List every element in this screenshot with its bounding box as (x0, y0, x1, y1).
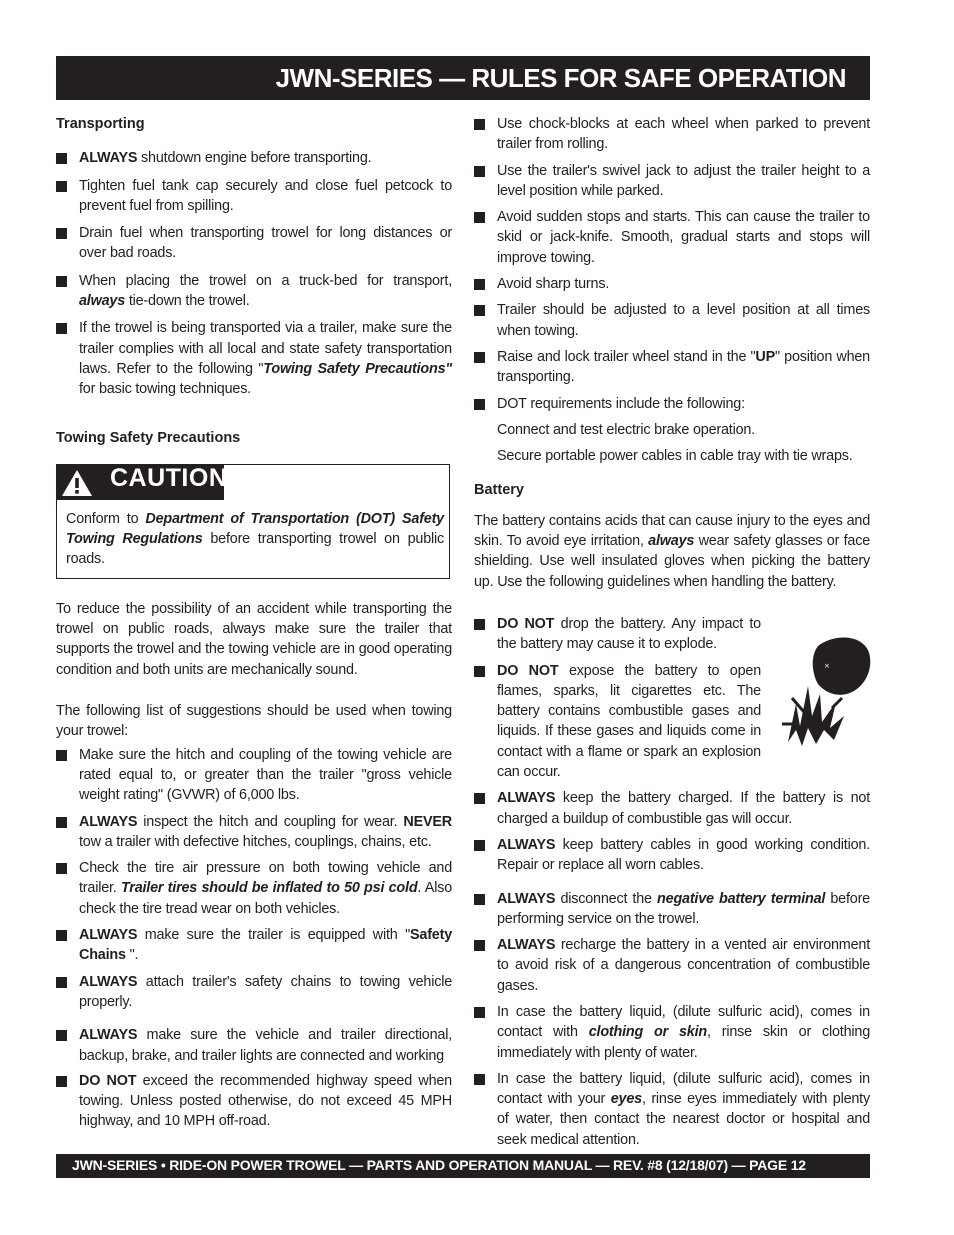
square-bullet-icon (474, 894, 485, 905)
list-item: When placing the trowel on a truck-bed for transport, always tie-down the trowel. (56, 271, 452, 312)
list-item: Avoid sharp turns. (474, 274, 870, 294)
list-item: ALWAYS keep battery cables in good working condition. Repair or replace all worn cables. (474, 835, 870, 876)
list-item: Use the trailer's swivel jack to adjust the trailer height to a level position while parked. (474, 161, 870, 202)
section-heading-battery: Battery (474, 482, 524, 499)
list-item: DO NOT expose the battery to open flames, sparks, lit cigarettes etc. The battery contains combustible gases and liquids. If these gases and liquids come in contact with a flame or spark an explosion can occur. (474, 661, 761, 783)
list-item: ALWAYS inspect the hitch and coupling for wear. NEVER tow a trailer with defective hitches, couplings, chains, etc. (56, 812, 452, 853)
list-item: In case the battery liquid, (dilute sulfuric acid), comes in contact with your eyes, rinse eyes immediately with plenty of water, then contact the nearest doctor or hospital and seek medical attention. (474, 1069, 870, 1150)
paragraph: The battery contains acids that can cause injury to the eyes and skin. To avoid eye irritation, always wear safety glasses or face shielding. Use well insulated gloves when picking the battery up. Use the following guidelines when handling the battery. (474, 512, 871, 590)
square-bullet-icon (474, 212, 485, 223)
square-bullet-icon (56, 323, 67, 334)
caution-label: CAUTION (110, 463, 228, 492)
list-item: In case the battery liquid, (dilute sulfuric acid), comes in contact with clothing or skin, rinse skin or clothing immediately with plenty of water. (474, 1002, 870, 1063)
square-bullet-icon (56, 977, 67, 988)
square-bullet-icon (56, 750, 67, 761)
square-bullet-icon (474, 399, 485, 410)
square-bullet-icon (474, 352, 485, 363)
list-item: Drain fuel when transporting trowel for long distances or over bad roads. (56, 223, 452, 264)
caution-tag (56, 463, 228, 500)
square-bullet-icon (474, 305, 485, 316)
square-bullet-icon (474, 1007, 485, 1018)
square-bullet-icon (474, 119, 485, 130)
svg-text:×: × (824, 662, 830, 670)
list-item: ALWAYS keep the battery charged. If the battery is not charged a buildup of combustible gas will occur. (474, 788, 870, 829)
list-item: ALWAYS make sure the vehicle and trailer directional, backup, brake, and trailer lights are connected and working (56, 1025, 452, 1066)
caution-box (56, 464, 450, 579)
list-item: Check the tire air pressure on both towing vehicle and trailer. Trailer tires should be inflated to 50 psi cold. Also check the tire tread wear on both vehicles. (56, 858, 452, 919)
sub-item: Secure portable power cables in cable tray with tie wraps. (497, 448, 853, 465)
list-item: ALWAYS disconnect the negative battery terminal before performing service on the trowel. (474, 889, 870, 930)
square-bullet-icon (474, 840, 485, 851)
list-item: If the trowel is being transported via a trailer, make sure the trailer complies with all local and state safety transportation laws. Refer to the following "Towing Safety Precautions" for basic towing techniques. (56, 318, 452, 399)
square-bullet-icon (474, 166, 485, 177)
square-bullet-icon (56, 181, 67, 192)
square-bullet-icon (474, 793, 485, 804)
list-item: Raise and lock trailer wheel stand in the "UP" position when transporting. (474, 347, 870, 388)
left-column (56, 114, 452, 1132)
square-bullet-icon (56, 1030, 67, 1041)
square-bullet-icon (474, 1074, 485, 1085)
square-bullet-icon (56, 276, 67, 287)
list-item: Use chock-blocks at each wheel when parked to prevent trailer from rolling. (474, 114, 870, 155)
list-item: ALWAYS attach trailer's safety chains to towing vehicle properly. (56, 972, 452, 1013)
square-bullet-icon (56, 863, 67, 874)
square-bullet-icon (56, 228, 67, 239)
list-item: Avoid sudden stops and starts. This can cause the trailer to skid or jack-knife. Smooth, gradual starts and stops will improve towing. (474, 207, 870, 268)
caution-text: Conform to Department of Transportation (DOT) Safety Towing Regulations before transporting trowel on public roads. (66, 510, 444, 568)
list-item: ALWAYS make sure the trailer is equipped with "Safety Chains ". (56, 925, 452, 966)
list-item: Make sure the hitch and coupling of the towing vehicle are rated equal to, or greater than the trailer "gross vehicle weight rating" (GVWR) of 6,000 lbs. (56, 745, 452, 806)
square-bullet-icon (474, 619, 485, 630)
list-item: Trailer should be adjusted to a level position at all times when towing. (474, 300, 870, 341)
square-bullet-icon (56, 1076, 67, 1087)
battery-explosion-icon (778, 632, 872, 750)
list-item: DOT requirements include the following: (474, 394, 870, 414)
sub-item: Connect and test electric brake operation. (497, 421, 755, 438)
paragraph: To reduce the possibility of an accident while transporting the trowel on public roads, always make sure the trailer that supports the trowel and the towing vehicle are in good operating condition and both units are mechanically sound. (56, 600, 452, 678)
section-heading-transporting: Transporting (56, 116, 145, 132)
square-bullet-icon (56, 817, 67, 828)
warning-triangle-icon (60, 468, 94, 498)
header-bar (56, 56, 870, 100)
footer-bar (56, 1154, 870, 1178)
list-item: ALWAYS shutdown engine before transporting. (56, 148, 452, 168)
paragraph: The following list of suggestions should be used when towing your trowel: (56, 703, 452, 740)
page-title: JWN-SERIES — RULES FOR SAFE OPERATION (275, 63, 846, 93)
list-item: Tighten fuel tank cap securely and close fuel petcock to prevent fuel from spilling. (56, 176, 452, 217)
section-heading-towing: Towing Safety Precautions (56, 429, 241, 446)
list-item: DO NOT exceed the recommended highway speed when towing. Unless posted otherwise, do not exceed 45 MPH highway, and 10 MPH off-road. (56, 1071, 452, 1132)
list-item: DO NOT drop the battery. Any impact to the battery may cause it to explode. (474, 614, 761, 655)
square-bullet-icon (474, 666, 485, 677)
list-item: ALWAYS recharge the battery in a vented air environment to avoid risk of a dangerous concentration of combustible gases. (474, 935, 870, 996)
footer-text: JWN-SERIES • RIDE-ON POWER TROWEL — PARTS AND OPERATION MANUAL — REV. #8 (12/18/07) — PAGE 12 (72, 1157, 806, 1173)
square-bullet-icon (474, 940, 485, 951)
square-bullet-icon (56, 153, 67, 164)
square-bullet-icon (56, 930, 67, 941)
square-bullet-icon (474, 279, 485, 290)
